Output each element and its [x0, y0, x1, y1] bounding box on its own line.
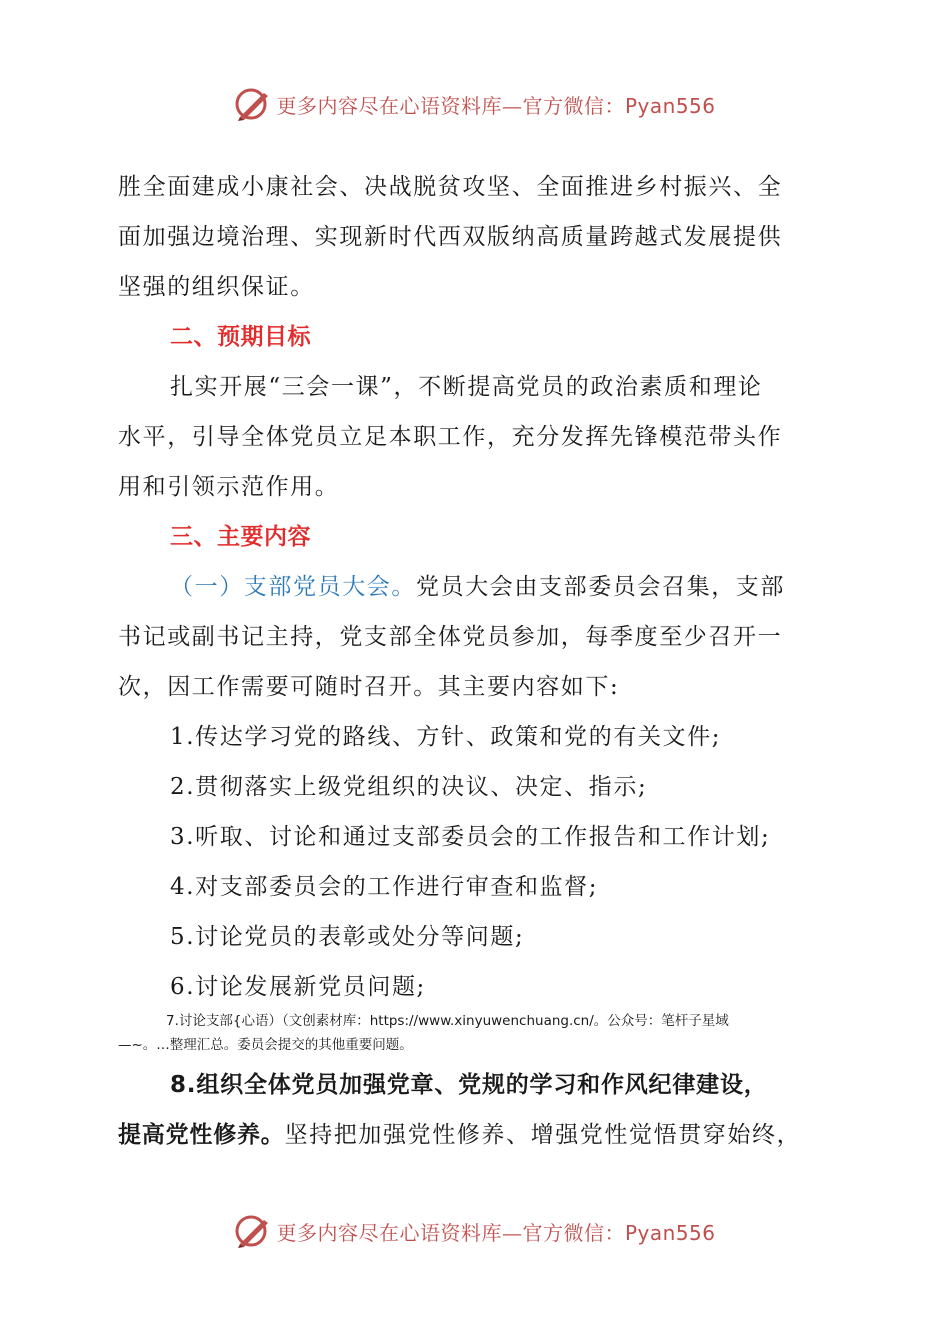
small-note-line: 7.讨论支部{心语）（文创素材库：https://www.xinyuwenchuang.cn/。公众号：笔杆子星域 — [166, 1013, 729, 1029]
section-heading-goals: 二、预期目标 — [170, 324, 311, 350]
paragraph-line: 书记或副书记主持，党支部全体党员参加，每季度至少召开一 — [118, 624, 783, 650]
list-item: 6.讨论发展新党员问题; — [170, 974, 426, 1000]
list-item: 3.听取、讨论和通过支部委员会的工作报告和工作计划; — [170, 824, 771, 850]
watermark-text: 更多内容尽在心语资料库—官方微信：Pyan556 — [276, 93, 716, 118]
pen-logo-icon — [234, 1212, 272, 1250]
pen-logo-icon — [234, 85, 272, 123]
header-watermark — [0, 84, 950, 124]
paragraph-line — [170, 562, 785, 612]
paragraph-line: 用和引领示范作用。 — [118, 474, 340, 500]
watermark-id: Pyan556 — [624, 93, 716, 118]
paragraph-line: 扎实开展“三会一课”，不断提高党员的政治素质和理论 — [170, 374, 763, 400]
paragraph-line: 胜全面建成小康社会、决战脱贫攻坚、全面推进乡村振兴、全 — [118, 174, 783, 200]
paragraph-line: 坚强的组织保证。 — [118, 274, 315, 300]
paragraph-text: 坚持把加强党性修养、增强党性觉悟贯穿始终， — [284, 1122, 802, 1148]
paragraph-line: 水平，引导全体党员立足本职工作，充分发挥先锋模范带头作 — [118, 424, 783, 450]
section-heading-content: 三、主要内容 — [170, 524, 311, 550]
list-item: 1.传达学习党的路线、方针、政策和党的有关文件; — [170, 724, 722, 750]
watermark-text: 更多内容尽在心语资料库—官方微信：Pyan556 — [276, 1220, 716, 1245]
paragraph-line: 面加强边境治理、实现新时代西双版纳高质量跨越式发展提供 — [118, 224, 783, 250]
subsection-heading: （一）支部党员大会。 — [170, 574, 416, 600]
paragraph-line — [118, 1110, 801, 1160]
list-item: 5.讨论党员的表彰或处分等问题; — [170, 924, 525, 950]
paragraph-text: 党员大会由支部委员会召集，支部 — [416, 574, 785, 600]
paragraph-line: 次，因工作需要可随时召开。其主要内容如下: — [118, 674, 620, 700]
bold-phrase: 提高党性修养。 — [118, 1122, 285, 1148]
footer-watermark — [0, 1211, 950, 1251]
small-note-line: —~。…整理汇总。委员会提交的其他重要问题。 — [118, 1037, 413, 1053]
watermark-id: Pyan556 — [624, 1220, 716, 1245]
list-item: 4.对支部委员会的工作进行审查和监督; — [170, 874, 599, 900]
list-item-bold: 8.组织全体党员加强党章、党规的学习和作风纪律建设， — [170, 1072, 768, 1098]
list-item: 2.贯彻落实上级党组织的决议、决定、指示; — [170, 774, 648, 800]
